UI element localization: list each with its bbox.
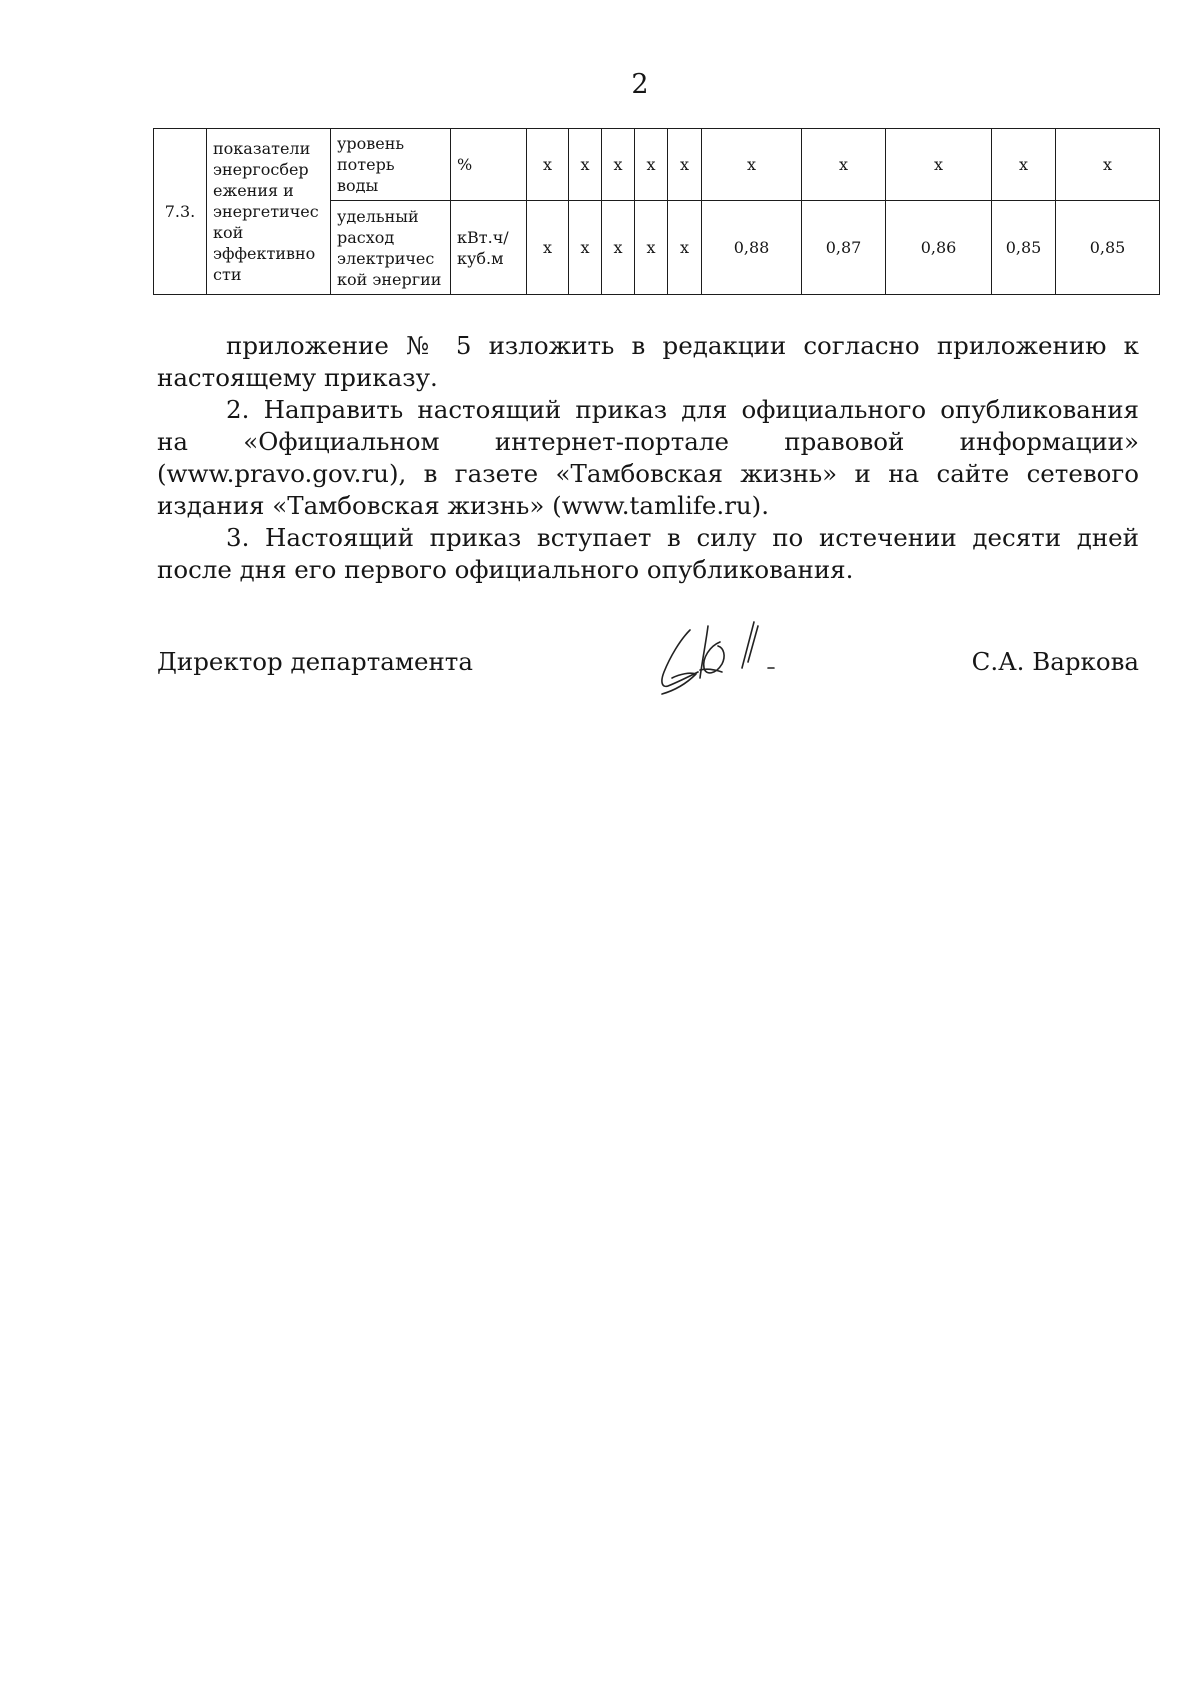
table-cell: х <box>668 201 702 295</box>
group-line: показатели <box>213 139 311 158</box>
paragraph-text: 2. Направить настоящий приказ для официального опубликования на «Официальном интернет-портале правовой информации» (www.pravo.gov.ru), в газете «Тамбовская жизнь» и на сайте сетевого издания «Тамбовская жизнь» (www.tamlife.ru). <box>157 395 1139 520</box>
value-cell: 0,85 <box>992 201 1056 295</box>
body-paragraph-3 <box>157 522 1139 586</box>
paragraph-text: приложение № 5 изложить в редакции согласно приложению к настоящему приказу. <box>157 331 1139 392</box>
group-line: ежения и <box>213 181 294 200</box>
value-cell: х <box>802 129 886 201</box>
group-line: кой <box>213 223 244 242</box>
body-paragraph-1 <box>157 330 1139 394</box>
group-line: энергосбер <box>213 160 309 179</box>
unit-line: % <box>457 155 473 174</box>
value-cell: 0,85 <box>1056 201 1160 295</box>
table-cell: х <box>569 201 602 295</box>
row-number-cell: 7.3. <box>154 129 207 295</box>
indicator-line: кой энергии <box>337 269 442 289</box>
body-paragraph-2 <box>157 394 1139 522</box>
value-cell: х <box>1056 129 1160 201</box>
value-cell: х <box>886 129 992 201</box>
table-cell: х <box>668 129 702 201</box>
page-number: 2 <box>631 69 649 100</box>
value-cell: 0,87 <box>802 201 886 295</box>
group-line: энергетичес <box>213 202 319 221</box>
value-cell: х <box>992 129 1056 201</box>
unit-line: куб.м <box>457 248 504 268</box>
value-cell: 0,88 <box>702 201 802 295</box>
table-cell: х <box>602 201 635 295</box>
unit-cell <box>451 201 527 295</box>
indicator-cell <box>331 129 451 201</box>
indicator-line: воды <box>337 176 379 195</box>
table-row <box>154 129 1160 201</box>
unit-line: кВт.ч/ <box>457 227 509 247</box>
paragraph-text: 3. Настоящий приказ вступает в силу по истечении десяти дней после дня его первого официального опубликования. <box>157 523 1139 584</box>
handwritten-signature <box>650 612 800 712</box>
signature-block <box>157 646 1139 686</box>
group-line: сти <box>213 265 242 284</box>
indicator-line: электричес <box>337 248 435 268</box>
group-name-cell <box>207 129 331 295</box>
table-cell: х <box>527 129 569 201</box>
table-cell: х <box>635 201 668 295</box>
indicator-line: уровень <box>337 134 405 153</box>
group-line: эффективно <box>213 244 316 263</box>
indicator-line: удельный <box>337 206 419 226</box>
table-cell: х <box>569 129 602 201</box>
indicator-line: потерь <box>337 155 395 174</box>
indicators-table <box>153 128 1160 295</box>
table-cell: х <box>527 201 569 295</box>
table-cell: х <box>635 129 668 201</box>
signer-name: С.А. Варкова <box>971 647 1139 676</box>
signer-position: Директор департамента <box>157 647 473 676</box>
indicator-line: расход <box>337 227 395 247</box>
value-cell: х <box>702 129 802 201</box>
unit-cell <box>451 129 527 201</box>
indicator-cell <box>331 201 451 295</box>
value-cell: 0,86 <box>886 201 992 295</box>
table-cell: х <box>602 129 635 201</box>
